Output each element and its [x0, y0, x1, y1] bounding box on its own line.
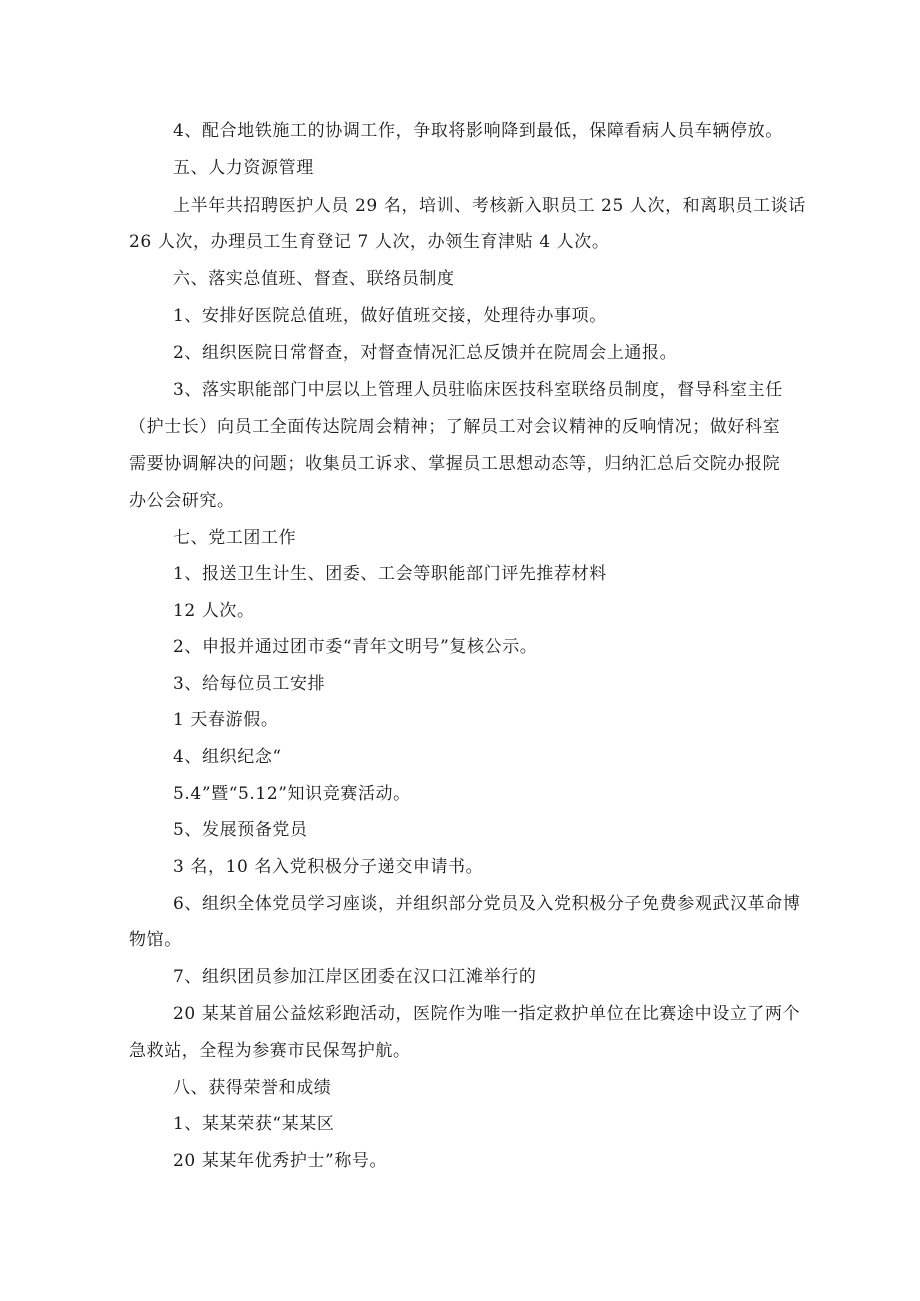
- paragraph-line: 1、某某荣获“某某区: [173, 1114, 335, 1134]
- paragraph-line: 1、安排好医院总值班，做好值班交接，处理待办事项。: [173, 306, 607, 326]
- paragraph-line: 26 人次，办理员工生育登记 7 人次，办领生育津贴 4 人次。: [129, 232, 610, 252]
- paragraph-line: 1、报送卫生计生、团委、工会等职能部门评先推荐材料: [173, 564, 607, 584]
- paragraph-line: 5、发展预备党员: [173, 820, 308, 840]
- paragraph-line: 3 名，10 名入党积极分子递交申请书。: [173, 857, 484, 877]
- paragraph-line: 需要协调解决的问题；收集员工诉求、掌握员工思想动态等，归纳汇总后交院办报院: [129, 454, 781, 474]
- paragraph-line: 4、配合地铁施工的协调工作，争取将影响降到最低，保障看病人员车辆停放。: [173, 121, 783, 141]
- paragraph-line: 20 某某首届公益炫彩跑活动，医院作为唯一指定救护单位在比赛途中设立了两个: [173, 1004, 801, 1024]
- section-heading: 五、人力资源管理: [173, 158, 314, 178]
- paragraph-line: 3、给每位员工安排: [173, 674, 326, 694]
- paragraph-line: 7、组织团员参加江岸区团委在汉口江滩举行的: [173, 967, 537, 987]
- paragraph-line: 12 人次。: [173, 601, 255, 621]
- section-heading: 六、落实总值班、督查、联络员制度: [173, 269, 455, 289]
- paragraph-line: 3、落实职能部门中层以上管理人员驻临床医技科室联络员制度，督导科室主任: [173, 380, 783, 400]
- paragraph-line: 物馆。: [129, 930, 182, 950]
- paragraph-line: （护士长）向员工全面传达院周会精神；了解员工对会议精神的反响情况；做好科室: [129, 417, 781, 437]
- paragraph-line: 2、组织医院日常督查，对督查情况汇总反馈并在院周会上通报。: [173, 343, 678, 363]
- paragraph-line: 4、组织纪念“: [173, 747, 282, 767]
- paragraph-line: 2、申报并通过团市委“青年文明号”复核公示。: [173, 637, 538, 657]
- paragraph-line: 1 天春游假。: [173, 710, 279, 730]
- section-heading: 七、党工团工作: [173, 528, 297, 548]
- paragraph-line: 上半年共招聘医护人员 29 名，培训、考核新入职员工 25 人次，和离职员工谈话: [173, 196, 806, 216]
- section-heading: 八、获得荣誉和成绩: [173, 1078, 332, 1098]
- paragraph-line: 办公会研究。: [129, 491, 235, 511]
- paragraph-line: 5.4”暨“5.12”知识竞赛活动。: [173, 784, 411, 804]
- paragraph-line: 20 某某年优秀护士”称号。: [173, 1151, 388, 1171]
- paragraph-line: 急救站，全程为参赛市民保驾护航。: [129, 1041, 411, 1061]
- paragraph-line: 6、组织全体党员学习座谈，并组织部分党员及入党积极分子免费参观武汉革命博: [173, 894, 801, 914]
